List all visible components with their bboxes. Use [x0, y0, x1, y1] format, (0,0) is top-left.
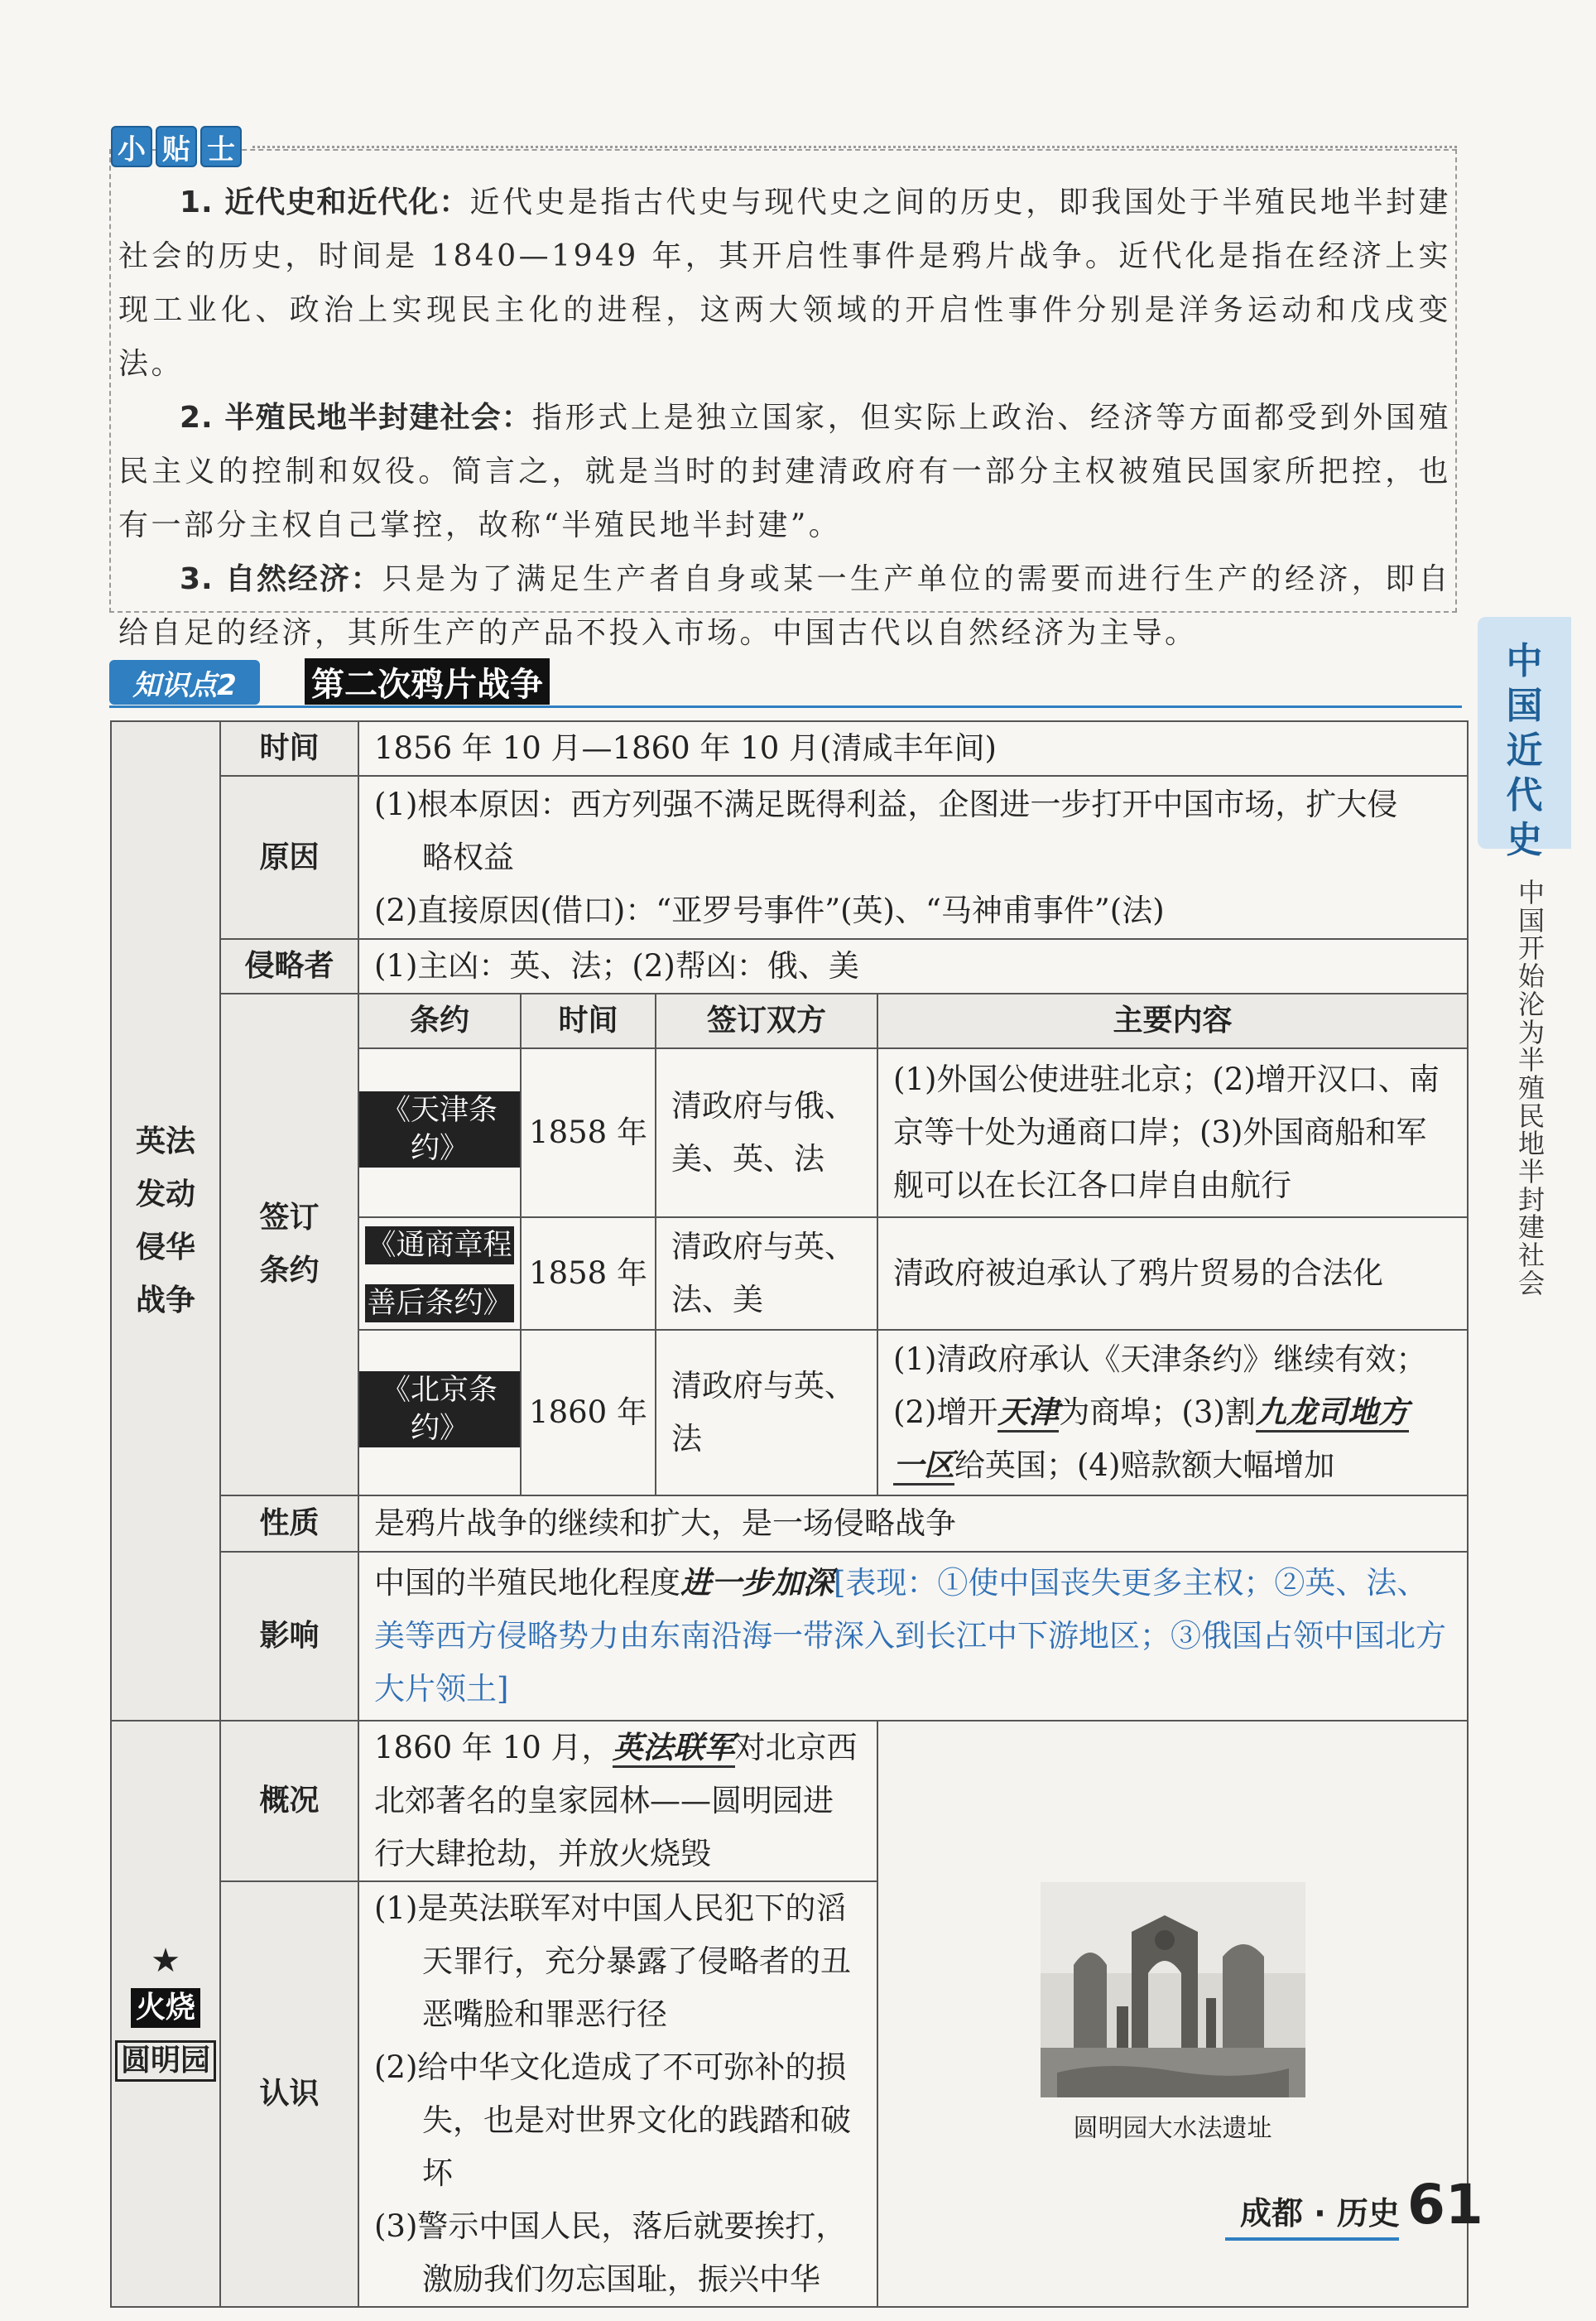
knowledge-point-badge: 知识点2: [109, 660, 260, 705]
treaty-parties: 清政府与英、法: [656, 1330, 877, 1495]
treaty-year: 1860 年: [521, 1330, 656, 1495]
photo-caption: 圆明园大水法遗址: [1073, 2114, 1272, 2143]
chapter-subtitle: 中国开始沦为半殖民地半封建社会: [1517, 877, 1545, 1299]
table-row: [111, 1721, 1468, 1881]
treaty-name-label: 善后条约》: [365, 1284, 513, 1322]
treaty-parties: 清政府与俄、美、英、法: [656, 1048, 877, 1217]
treaty-name-label: 《北京条约》: [359, 1371, 520, 1447]
cause-line: 略权益: [422, 839, 514, 875]
treaty-content-line: (1)清政府承认《天津条约》继续有效；: [893, 1341, 1427, 1377]
tips-divider: [252, 146, 1457, 148]
table-row: [111, 1495, 1468, 1552]
treaty-header-parties: 签订双方: [656, 994, 877, 1048]
overview-value: [358, 1721, 877, 1881]
recognition-item: (1)是英法联军对中国人民犯下的滔天罪行，充分暴露了侵略者的丑恶嘴脸和罪恶行径: [374, 1890, 851, 2032]
treaty-year: 1858 年: [521, 1217, 656, 1330]
cause-line: (2)直接原因(借口)：“亚罗号事件”(英)、“马神甫事件”(法): [374, 892, 1165, 928]
cause-line: (1)根本原因：西方列强不满足既得利益，企图进一步打开中国市场，扩大侵: [374, 786, 1398, 822]
chapter-tab-label: [1478, 639, 1571, 863]
chapter-tab-char: 代: [1506, 774, 1543, 816]
ruins-photo: [1041, 1882, 1305, 2097]
row-label-cause: 原因: [220, 776, 358, 939]
treaty-header-content: 主要内容: [877, 994, 1468, 1048]
handwritten-mark: 英法联军: [613, 1730, 735, 1768]
recognition-item: (2)给中华文化造成了不可弥补的损失，也是对世界文化的践踏和破坏: [374, 2049, 851, 2191]
treaty-name-label: 《天津条约》: [359, 1091, 520, 1168]
group-label-line: 英法: [135, 1124, 195, 1158]
treaty-header-time: 时间: [521, 994, 656, 1048]
tips-content: [118, 176, 1451, 660]
tip-item: [118, 176, 1451, 391]
tip-text: 指形式上是独立国家，但实际上政治、经济等方面都受到外国殖民主义的控制和奴役。简言之，就是当时的封建清政府有一部分主权被殖民国家所把控，也有一部分主权自己掌控，故称“半殖民地半封建”。: [118, 401, 1451, 542]
text-run: 给英国；(4)赔款额大幅增加: [954, 1447, 1335, 1483]
table-row: [111, 939, 1468, 994]
treaty-header-name: 条约: [358, 994, 521, 1048]
tips-badge-char: 士: [200, 126, 242, 167]
time-value: 1856 年 10 月—1860 年 10 月(清咸丰年间): [358, 721, 1468, 776]
recognition-item: (3)警示中国人民，落后就要挨打，激励我们勿忘国耻，振兴中华: [374, 2208, 847, 2297]
handwritten-mark: 九龙司地方: [1256, 1394, 1409, 1433]
treaty-name-label: 《通商章程: [365, 1226, 513, 1264]
row-label-time: 时间: [220, 721, 358, 776]
chapter-tab-char: 国: [1506, 685, 1543, 727]
footer-label: 成都 · 历史: [1240, 2195, 1400, 2232]
text-run: 为商埠；(3)割: [1059, 1394, 1256, 1430]
row-label-overview: 概况: [220, 1721, 358, 1881]
treaty-content: [877, 1330, 1468, 1495]
page-number: 61: [1407, 2173, 1483, 2237]
handwritten-mark: 进一步加深: [680, 1565, 834, 1601]
tip-term: 2. 半殖民地半封建社会：: [180, 401, 532, 435]
group-label-line: 侵华: [135, 1230, 195, 1264]
tip-term: 1. 近代史和近代化：: [180, 185, 470, 219]
tips-badge: [111, 126, 242, 167]
tips-badge-char: 小: [111, 126, 152, 167]
tip-term: 3. 自然经济：: [180, 562, 382, 596]
table-row: [111, 721, 1468, 776]
handwritten-mark: 天津: [997, 1394, 1059, 1433]
group-label-war: [111, 721, 220, 1721]
treaty-content: 清政府被迫承认了鸦片贸易的合法化: [877, 1217, 1468, 1330]
treaty-parties: 清政府与英、法、美: [656, 1217, 877, 1330]
group-label-line: 战争: [135, 1283, 195, 1317]
row-label-impact: 影响: [220, 1552, 358, 1721]
treaty-content-line: [893, 1439, 1452, 1492]
section-title: 第二次鸦片战争: [305, 658, 550, 705]
treaty-content-line: [893, 1386, 1452, 1439]
row-label-recognition: 认识: [220, 1881, 358, 2307]
treaty-year: 1858 年: [521, 1048, 656, 1217]
tip-item: [118, 552, 1451, 660]
group-label-summer-palace: [111, 1721, 220, 2307]
impact-details: [表现：①使中国丧失更多主权；②英、法、美等西方侵略势力由东南沿海一带深入到长江中下游地区；③俄国占领中国北方大片领土]: [374, 1565, 1446, 1707]
table-row: [111, 994, 1468, 1048]
row-label-treaty: [220, 994, 358, 1495]
footer-divider: [1225, 2237, 1399, 2241]
tip-item: [118, 391, 1451, 552]
row-label-aggressor: 侵略者: [220, 939, 358, 994]
treaty-name: [358, 1330, 521, 1495]
table-row: [111, 776, 1468, 939]
cause-value: [358, 776, 1468, 939]
chapter-tab-char: 中: [1506, 640, 1543, 682]
tip-text: 只是为了满足生产者自身或某一生产单位的需要而进行生产的经济，即自给自足的经济，其所生产的产品不投入市场。中国古代以自然经济为主导。: [118, 562, 1451, 650]
treaty-name: [358, 1048, 521, 1217]
group-label-yuanmingyuan: 圆明园: [115, 2040, 216, 2082]
impact-value: [358, 1552, 1468, 1721]
nature-value: 是鸦片战争的继续和扩大，是一场侵略战争: [358, 1495, 1468, 1552]
knowledge-table: [110, 720, 1469, 2308]
handwritten-mark: 一区: [893, 1447, 954, 1486]
recognition-value: [358, 1881, 877, 2307]
treaty-name: [358, 1217, 521, 1330]
chapter-tab-char: 近: [1506, 730, 1543, 772]
group-label-burn: 火烧: [131, 1988, 200, 2028]
tips-badge-char: 贴: [156, 126, 197, 167]
row-label-nature: 性质: [220, 1495, 358, 1552]
text-run: 对北京西北郊著名的皇家园林——圆明园进行大肆抢劫，并放火烧毁: [374, 1730, 858, 1871]
treaty-label-line: 签订: [259, 1201, 320, 1235]
treaty-label-line: 条约: [259, 1254, 320, 1288]
star-icon: ★: [151, 1942, 180, 1980]
aggressor-value: (1)主凶：英、法；(2)帮凶：俄、美: [358, 939, 1468, 994]
treaty-content: (1)外国公使进驻北京；(2)增开汉口、南京等十处为通商口岸；(3)外国商船和军舰可以在长江各口岸自由航行: [877, 1048, 1468, 1217]
tip-text: 近代史是指古代史与现代史之间的历史，即我国处于半殖民地半封建社会的历史，时间是 1840—1949 年，其开启性事件是鸦片战争。近代化是指在经济上实现工业化、政治上实现民主化的进程，这两大领域的开启性事件分别是洋务运动和戊戌变法。: [118, 185, 1451, 381]
section-divider: [109, 705, 1462, 708]
table-row: [111, 1552, 1468, 1721]
group-label-line: 发动: [135, 1177, 195, 1211]
text-run: 中国的半殖民地化程度: [374, 1565, 680, 1601]
chapter-tab-char: 史: [1506, 819, 1543, 861]
text-run: (2)增开: [893, 1394, 998, 1430]
text-run: 1860 年 10 月，: [374, 1730, 613, 1765]
